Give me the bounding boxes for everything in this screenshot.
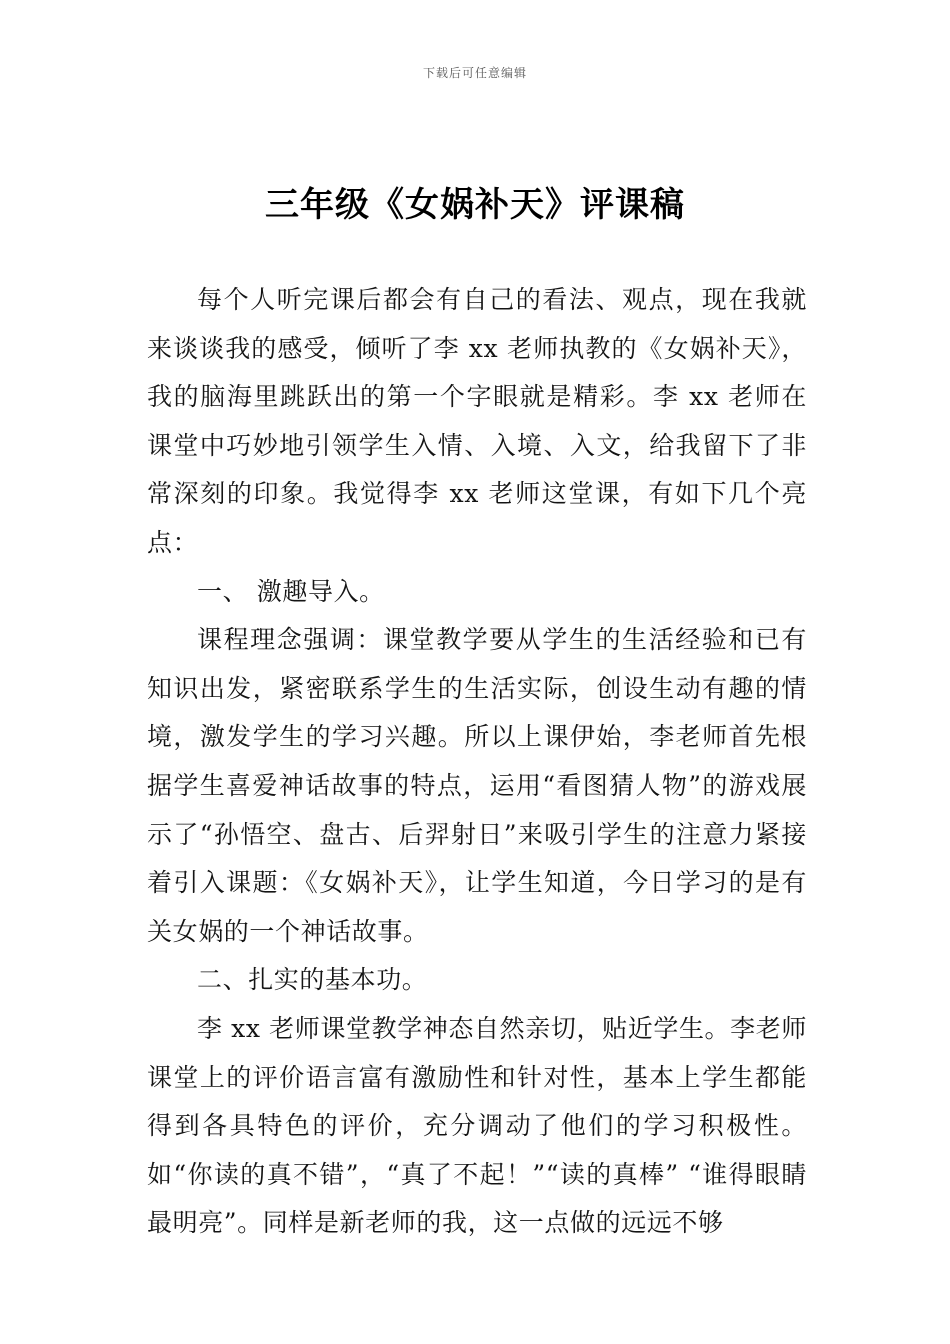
paragraph-section-2: 李 xx 老师课堂教学神态自然亲切，贴近学生。李老师课堂上的评价语言富有激励性和针对性，基本上学生都能得到各具特色的评价，充分调动了他们的学习积极性。如“你读的真不错”，“真了不起！”“读的真棒” “谁得眼睛最明亮”。同样是新老师的我，这一点做的远远不够 <box>147 1013 807 1238</box>
paragraph-section-1: 课程理念强调：课堂教学要从学生的生活经验和已有知识出发，紧密联系学生的生活实际，创设生动有趣的情境，激发学生的学习兴趣。所以上课伊始，李老师首先根据学生喜爱神话故事的特点，运用“看图猜人物”的游戏展示了“孙悟空、盘古、后羿射日”来吸引学生的注意力紧接着引入课题：《女娲补天》，让学生知道，今日学习的是有关女娲的一个神话故事。 <box>147 625 807 946</box>
section-heading-1: 一、 激趣导入。 <box>197 576 385 606</box>
header-note: 下载后可任意编辑 <box>422 66 527 80</box>
paragraph-intro: 每个人听完课后都会有自己的看法、观点，现在我就来谈谈我的感受，倾听了李 xx 老师执教的《女娲补天》，我的脑海里跳跃出的第一个字眼就是精彩。李 xx 老师在课堂中巧妙地引领学生入情、入境、入文，给我留下了非常深刻的印象。我觉得李 xx 老师这堂课，有如下几个亮点： <box>147 285 807 557</box>
document-title: 三年级《女娲补天》评课稿 <box>265 185 685 225</box>
document-body <box>147 276 807 1248</box>
section-heading-2: 二、扎实的基本功。 <box>197 965 428 995</box>
